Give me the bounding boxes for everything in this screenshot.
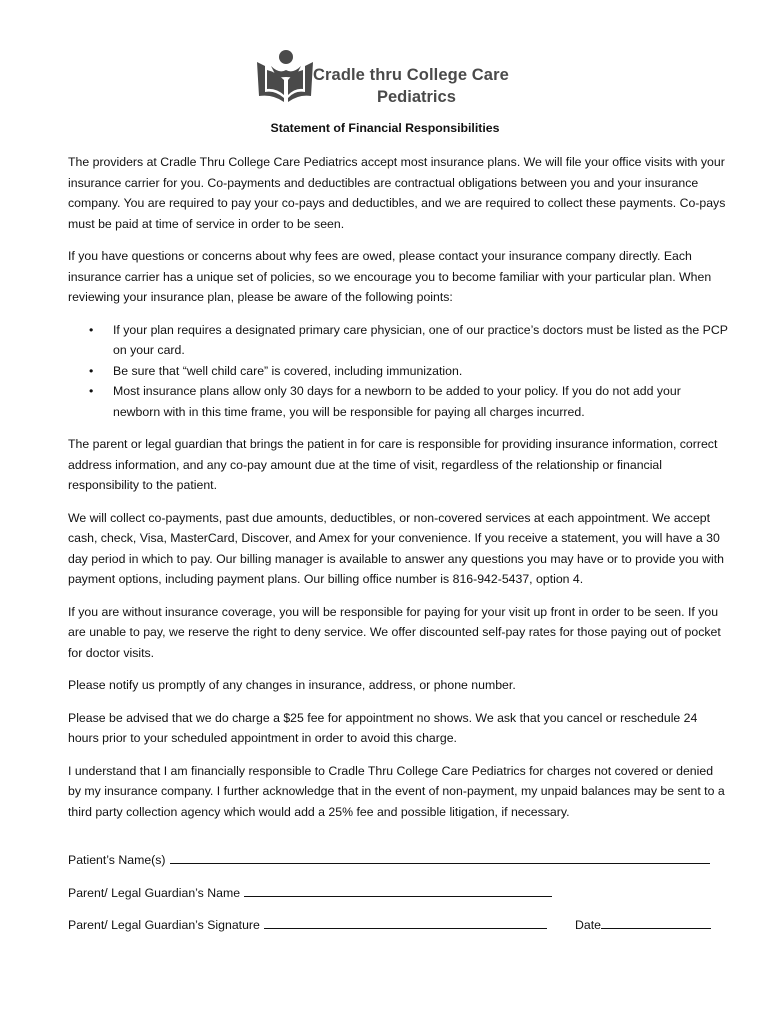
patient-name-field (68, 850, 710, 867)
patient-name-label: Patient’s Name(s) (68, 853, 166, 867)
paragraph-guardian: The parent or legal guardian that brings the patient in for care is responsible for providing insurance information, correct address information, and any co-pay amount due at the time of visit, regardless of the relationship or financial responsibility to the patient. (68, 437, 718, 492)
list-item: • If your plan requires a designated primary care physician, one of our practice’s doctors must be listed as the PCP on your card. (113, 320, 728, 361)
guardian-name-label: Parent/ Legal Guardian’s Name (68, 886, 241, 900)
open-book-reader-icon (255, 48, 315, 104)
date-label: Date (575, 918, 601, 932)
guardian-signature-field (68, 915, 547, 932)
paragraph-questions: If you have questions or concerns about why fees are owed, please contact your insurance company directly. Each insurance carrier has a unique set of policies, so we encourage you to become familiar with your particular plan. When reviewing your insurance plan, please be aware of the following points: (68, 249, 712, 304)
document-body (68, 152, 728, 834)
bullet-symbol: • (89, 384, 94, 398)
guardian-signature-label: Parent/ Legal Guardian’s Signature (68, 918, 260, 932)
logo-text-line1: Cradle thru College Care (313, 66, 509, 84)
bullet-symbol: • (89, 322, 94, 337)
paragraph-insurance-plans: The providers at Cradle Thru College Care Pediatrics accept most insurance plans. We will file your office visits with your insurance carrier for you. Co-payments and deductibles are contractual obligations between you and your insurance company. You are required to pay your co-pays and deductibles, and we are required to collect these payments. Co-pays must be paid at time of service in order to be seen. (68, 155, 726, 231)
guardian-name-field (68, 883, 552, 900)
practice-logo (255, 44, 555, 110)
date-line[interactable] (601, 915, 711, 929)
paragraph-uninsured: If you are without insurance coverage, you will be responsible for paying for your visit up front in order to be seen. If you are unable to pay, we reserve the right to deny service. We offer discounted self-pay rates for those paying out of pocket for doctor visits. (68, 604, 721, 660)
logo-text-line2: Pediatrics (377, 88, 456, 106)
guardian-signature-line[interactable] (264, 915, 547, 929)
paragraph-acknowledgement: I understand that I am financially responsible to Cradle Thru College Care Pediatrics for charges not covered or denied by my insurance company. I further acknowledge that in the event of non-payment, my unpaid balances may be sent to a third party collection agency which would add a 25% fee and possible litigation, if necessary. (68, 763, 725, 819)
patient-name-line[interactable] (170, 850, 710, 864)
document-title: Statement of Financial Responsibilities (270, 121, 500, 135)
paragraph-no-show-fee: Please be advised that we do charge a $25 fee for appointment no shows. We ask that you cancel or reschedule 24 hours prior to your scheduled appointment in order to avoid this charge. (68, 710, 698, 745)
bullet-symbol: • (89, 363, 94, 378)
date-field (575, 915, 711, 932)
insurance-points-list (68, 320, 728, 423)
paragraph-notify: Please notify us promptly of any changes in insurance, address, or phone number. (68, 678, 516, 692)
guardian-name-line[interactable] (244, 883, 552, 897)
list-item: • Most insurance plans allow only 30 days for a newborn to be added to your policy. If you do not add your newborn with in this time frame, you will be responsible for paying all charges incurred. (113, 381, 728, 422)
list-item: • Be sure that “well child care” is covered, including immunization. (113, 361, 728, 382)
paragraph-collection: We will collect co-payments, past due amounts, deductibles, or non-covered services at each appointment. We accept cash, check, Visa, MasterCard, Discover, and Amex for your convenience. If you receive a statement, you will have a 30 day period in which to pay. Our billing manager is available to answer any questions you may have or to provide you with payment options, including payment plans. Our billing office number is 816-942-5437, option 4. (68, 510, 724, 586)
